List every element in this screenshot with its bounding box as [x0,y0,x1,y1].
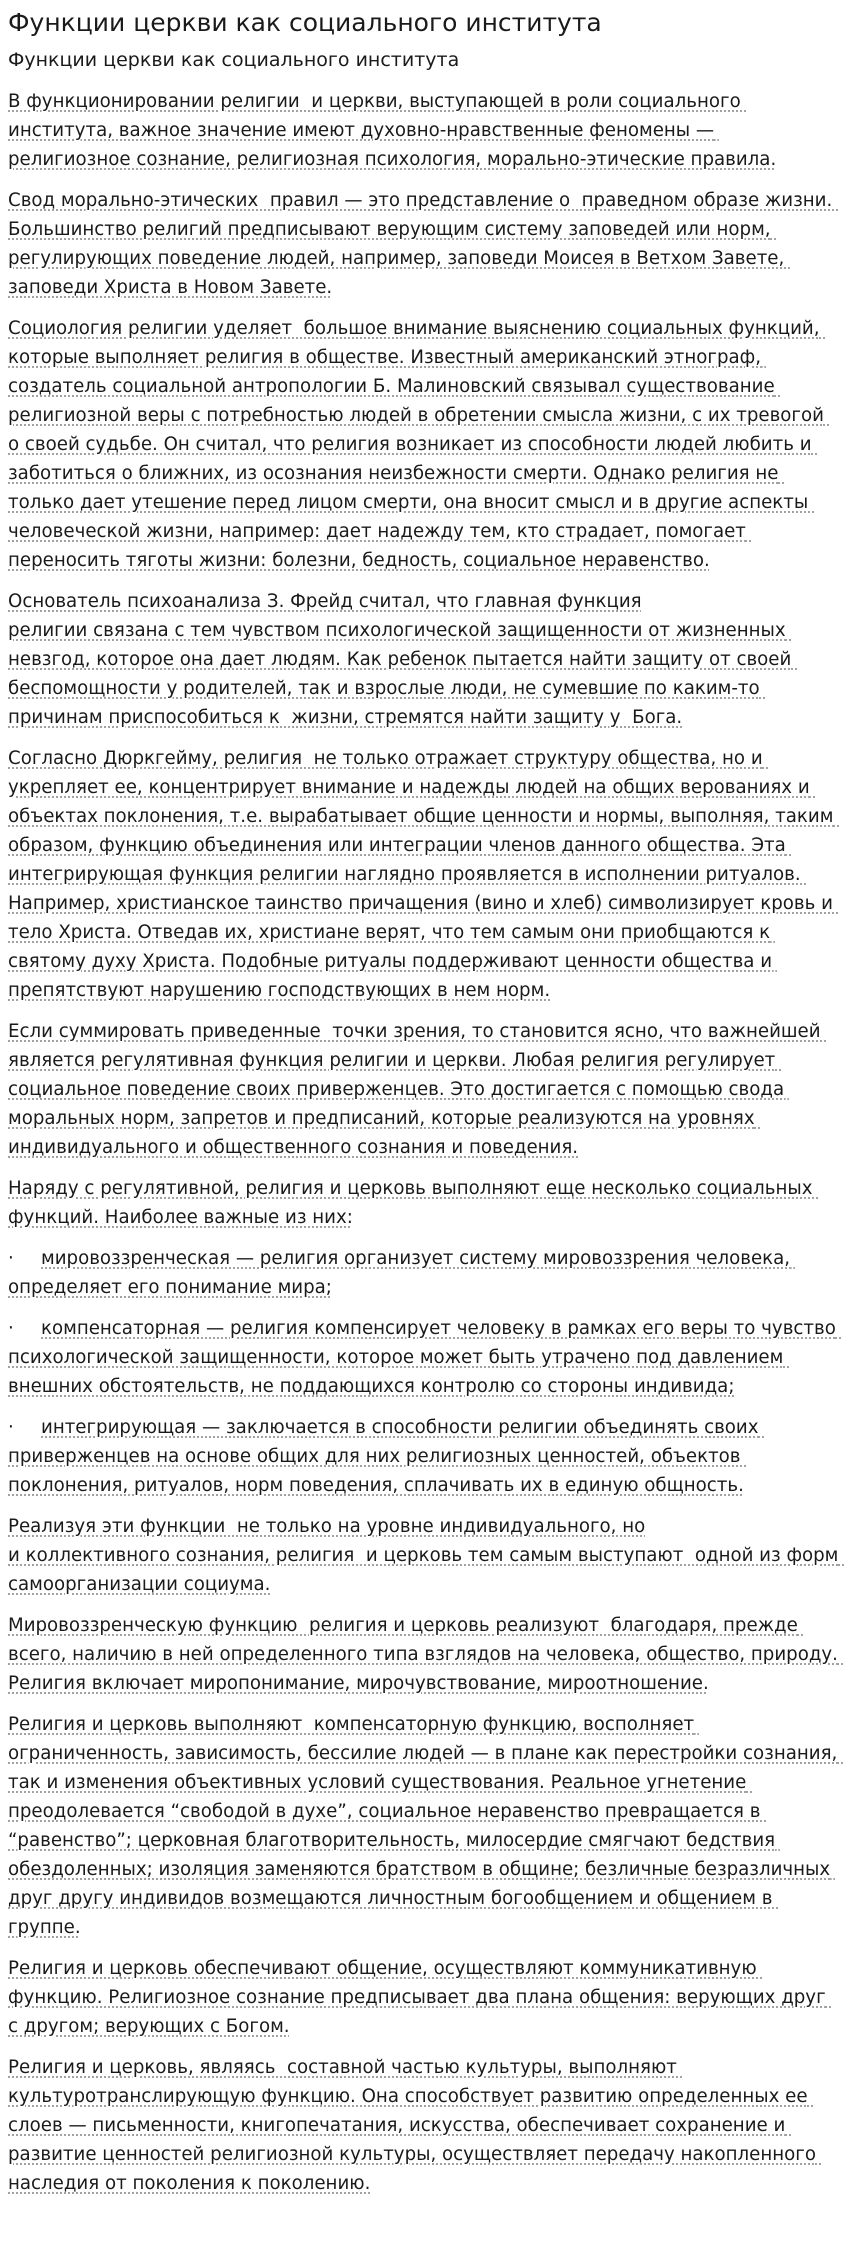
paragraph-compensatory-function: Религия и церковь выполняют компенсаторную функцию, восполняет ограниченность, зависимость, бессилие людей — в плане как перестройки сознания, так и изменения объективных условий существования. Реальное угнетение преодолевается “свободой в духе”, социальное неравенство превращается в “равенство”; церковная благотворительность, милосердие смягчают бедствия обездоленных; изоляция заменяются братством в общине; безличные безразличных друг другу индивидов возмещаются личностным богообщением и общением в группе. [8,1714,844,1938]
paragraph-communicative-function: Религия и церковь обеспечивают общение, осуществляют коммуникативную функцию. Религиозное сознание предписывает два плана общения: верующих друг с другом; верующих с Богом. [8,1958,832,2037]
paragraph-freud: Основатель психоанализа З. Фрейд считал, что главная функция религии связана с тем чувством психологической защищенности от жизненных невзгод, которое она дает людям. Как ребенок пытается найти защиту от своей беспомощности у родителей, так и взрослые люди, не сумевшие по каким-то причинам приспособиться к жизни, стремятся найти защиту у Бога. [8,591,792,728]
page-title: Функции церкви как социального института [8,8,602,37]
list-item-integrative [8,1413,839,1500]
bullet-dot-icon: · [8,1248,14,1269]
paragraph-worldview-function: Мировоззренческую функцию религия и церковь реализуют благодаря, прежде всего, наличию в ней определенного типа взглядов на человека, общество, природу. Религия включает миропонимание, мирочувствование, мироотношение. [8,1615,844,1694]
list-item-text: компенсаторная — религия компенсирует человеку в рамках его веры то чувство психологической защищенности, которое может быть утрачено под давлением внешних обстоятельств, не поддающихся контролю со стороны индивида; [8,1318,842,1397]
paragraph-regulative-function: Если суммировать приведенные точки зрения, то становится ясно, что важнейшей является регулятивная функция религии и церкви. Любая религия регулирует социальное поведение своих приверженцев. Это достигается с помощью свода моральных норм, запретов и предписаний, которые реализуются на уровнях индивидуального и общественного сознания и поведения. [8,1021,827,1158]
list-item-text: мировоззренческая — религия организует систему мировоззрения человека, определяет его понимание мира; [8,1248,796,1298]
paragraph-moral-rules: Свод морально-этических правил — это представление о праведном образе жизни. Большинство религий предписывают верующим систему заповедей или норм, регулирующих поведение людей, например, заповеди Моисея в Ветхом Завете, заповеди Христа в Новом Завете. [8,190,839,298]
bullet-dot-icon: · [8,1318,14,1339]
paragraph-durkheim: Согласно Дюркгейму, религия не только отражает структуру общества, но и укрепляет ее, концентрирует внимание и надежды людей на общих верованиях и объектах поклонения, т.е. вырабатывает общие ценности и нормы, выполняя, таким образом, функцию объединения или интеграции членов данного общества. Эта интегрирующая функция религии наглядно проявляется в исполнении ритуалов. Например, христианское таинство причащения (вино и хлеб) символизирует кровь и тело Христа. Отведав их, христиане верят, что тем самым они приобщаются к святому духу Христа. Подобные ритуалы поддерживают ценности общества и препятствуют нарушению господствующих в нем норм. [8,748,840,1001]
paragraph-self-organization: Реализуя эти функции не только на уровне индивидуального, но и коллективного сознания, религия и церковь тем самым выступают одной из форм самоорганизации социума. [8,1516,839,1595]
paragraph-functions-intro: Наряду с регулятивной, религия и церковь выполняют еще несколько социальных функций. Наиболее важные из них: [8,1178,819,1228]
paragraph-religious-phenomena: В функционировании религии и церкви, выступающей в роли социального института, важное значение имеют духовно-нравственные феномены — религиозное сознание, религиозная психология, морально-этические правила. [8,91,777,170]
article-subtitle: Функции церкви как социального института [8,49,460,71]
bullet-dot-icon: · [8,1417,14,1438]
list-item-worldview [8,1244,839,1302]
paragraph-malinowski: Социология религии уделяет большое внимание выяснению социальных функций, которые выполняет религия в обществе. Известный американский этнограф, создатель социальной антропологии Б. Малиновский связывал существование религиозной веры с потребностью людей в обретении смысла жизни, с их тревогой о своей судьбе. Он считал, что религия возникает из способности людей любить и заботиться о ближних, из осознания неизбежности смерти. Однако религия не только дает утешение перед лицом смерти, она вносит смысл и в другие аспекты человеческой жизни, например: дает надежду тем, кто страдает, помогает переносить тяготы жизни: болезни, бедность, социальное неравенство. [8,318,830,571]
paragraph-culture-function: Религия и церковь, являясь составной частью культуры, выполняют культуротранслирующую функцию. Она способствует развитию определенных ее слоев — письменности, книгопечатания, искусства, обеспечивает сохранение и развитие ценностей религиозной культуры, осуществляет передачу накопленного наследия от поколения к поколению. [8,2057,822,2194]
list-item-text: интегрирующая — заключается в способности религии объединять своих приверженцев на основе общих для них религиозных ценностей, объектов поклонения, ритуалов, норм поведения, сплачивать их в единую общность. [8,1417,765,1496]
list-item-compensatory [8,1314,842,1401]
